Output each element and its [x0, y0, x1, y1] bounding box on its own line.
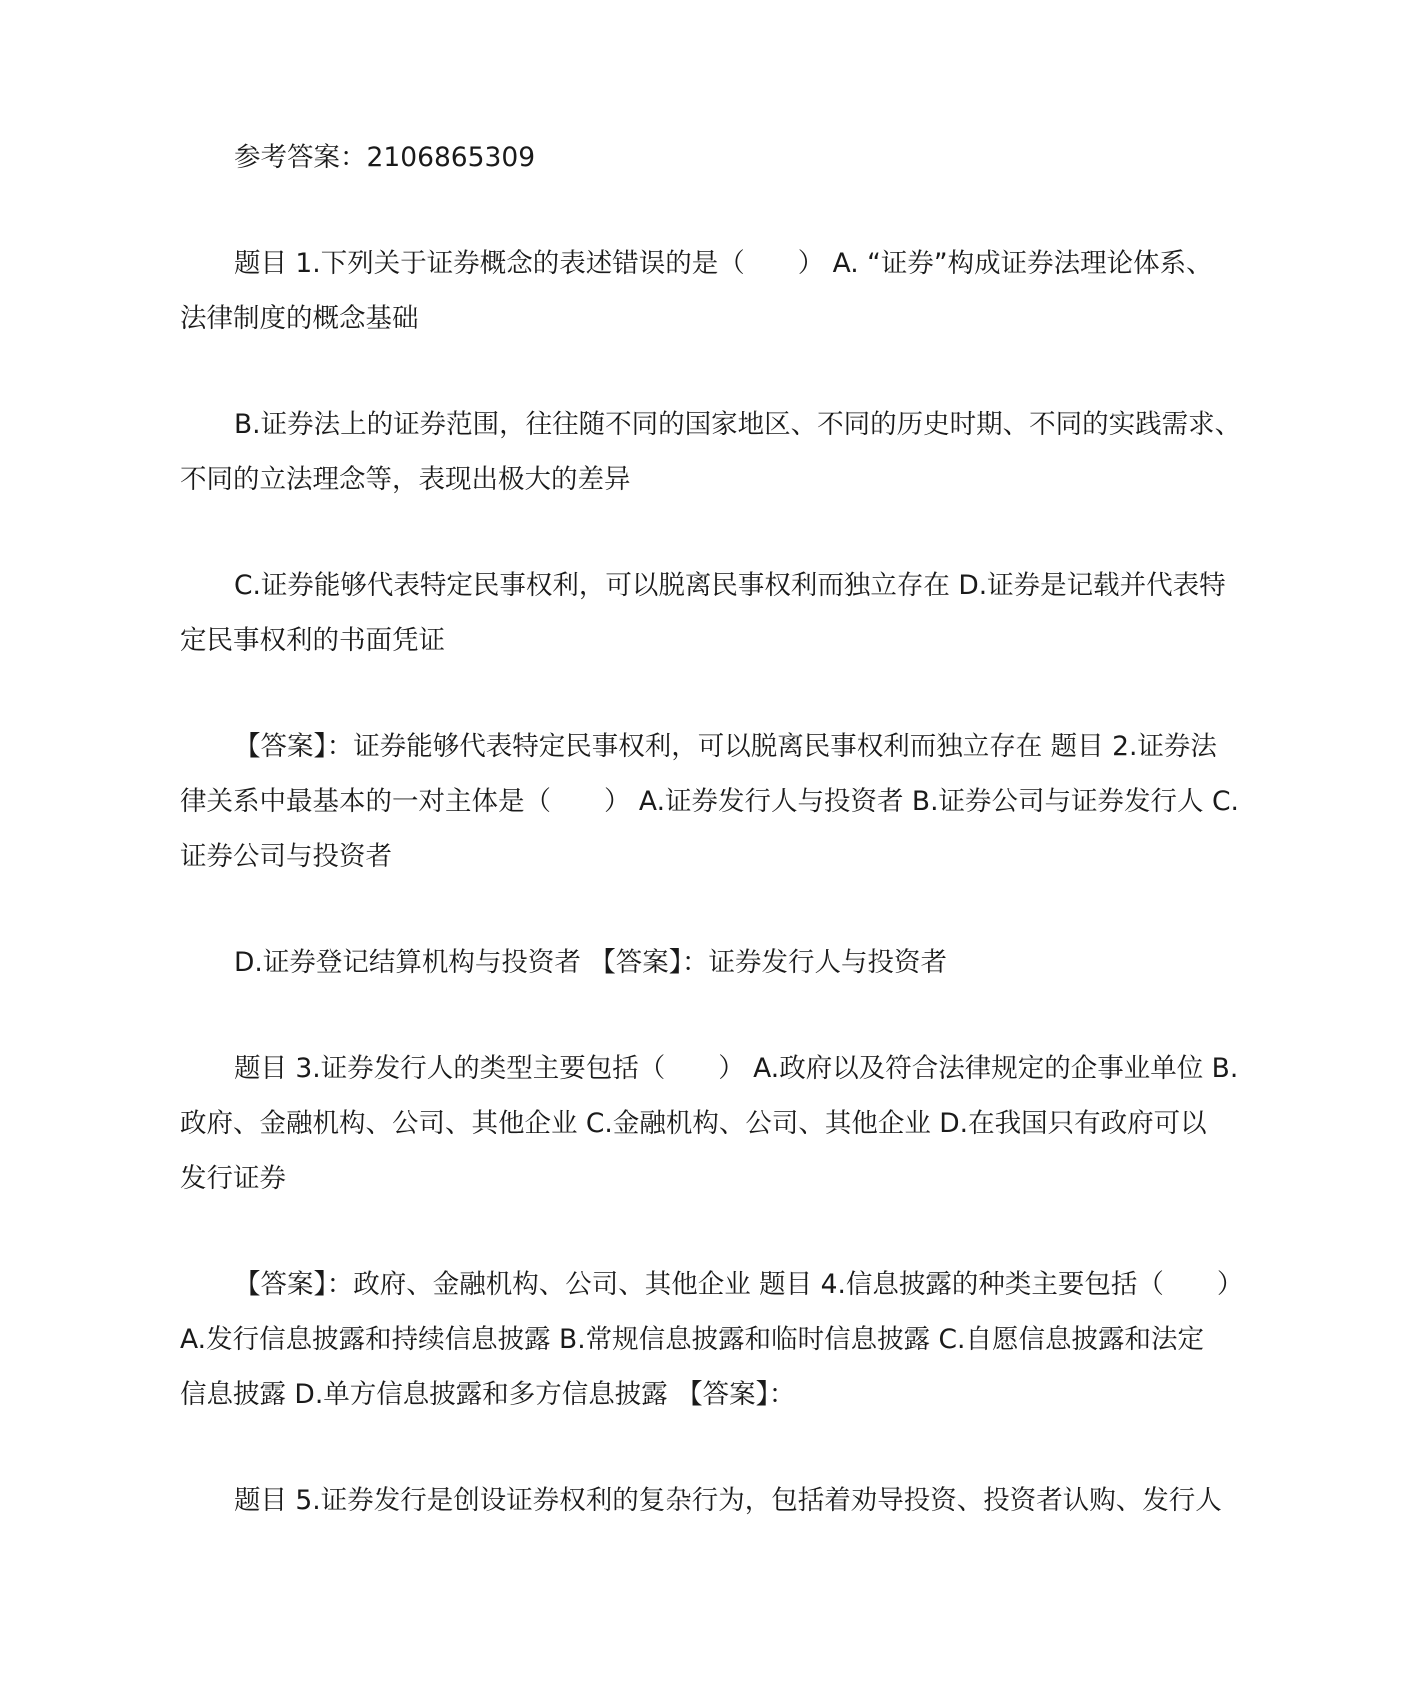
paragraph-line: 题目 3.证券发行人的类型主要包括（ ） A.政府以及符合法律规定的企事业单位 B. — [234, 1053, 1239, 1084]
paragraph-line: 定民事权利的书面凭证 — [180, 625, 445, 656]
paragraph-line: 发行证券 — [180, 1163, 286, 1194]
reference-answer-line — [180, 130, 1250, 185]
question-3 — [180, 1041, 1250, 1206]
paragraph-line: A.发行信息披露和持续信息披露 B.常规信息披露和临时信息披露 C.自愿信息披露和法定 — [180, 1324, 1204, 1355]
paragraph-line: B.证券法上的证券范围，往往随不同的国家地区、不同的历史时期、不同的实践需求、 — [234, 409, 1242, 440]
paragraph-line: 法律制度的概念基础 — [180, 303, 419, 334]
paragraph-line: 题目 5.证券发行是创设证券权利的复杂行为，包括着劝导投资、投资者认购、发行人 — [234, 1485, 1222, 1516]
paragraph-line: 题目 1.下列关于证券概念的表述错误的是（ ） A. “证券”构成证券法理论体系、 — [234, 248, 1213, 279]
question-5 — [180, 1473, 1250, 1528]
question-1-stem — [180, 236, 1250, 346]
paragraph-line: 证券公司与投资者 — [180, 841, 392, 872]
question-1-option-c-d — [180, 558, 1250, 668]
paragraph-line: 【答案】：政府、金融机构、公司、其他企业 题目 4.信息披露的种类主要包括（ ） — [234, 1269, 1244, 1300]
paragraph-line: 律关系中最基本的一对主体是（ ） A.证券发行人与投资者 B.证券公司与证券发行人 C. — [180, 786, 1239, 817]
reference-answer-text: 参考答案：2106865309 — [234, 142, 536, 173]
question-2-option-d-answer — [180, 935, 1250, 990]
answer-3-question-4 — [180, 1257, 1250, 1422]
paragraph-line: D.证券登记结算机构与投资者 【答案】：证券发行人与投资者 — [234, 947, 948, 978]
paragraph-line: 信息披露 D.单方信息披露和多方信息披露 【答案】： — [180, 1379, 796, 1410]
paragraph-line: 【答案】：证券能够代表特定民事权利，可以脱离民事权利而独立存在 题目 2.证券法 — [234, 731, 1217, 762]
paragraph-line: C.证券能够代表特定民事权利，可以脱离民事权利而独立存在 D.证券是记载并代表特 — [234, 570, 1226, 601]
paragraph-line: 不同的立法理念等，表现出极大的差异 — [180, 464, 631, 495]
document-page — [180, 130, 1250, 1528]
paragraph-line: 政府、金融机构、公司、其他企业 C.金融机构、公司、其他企业 D.在我国只有政府可以 — [180, 1108, 1207, 1139]
answer-1-question-2 — [180, 719, 1250, 884]
question-1-option-b — [180, 397, 1250, 507]
